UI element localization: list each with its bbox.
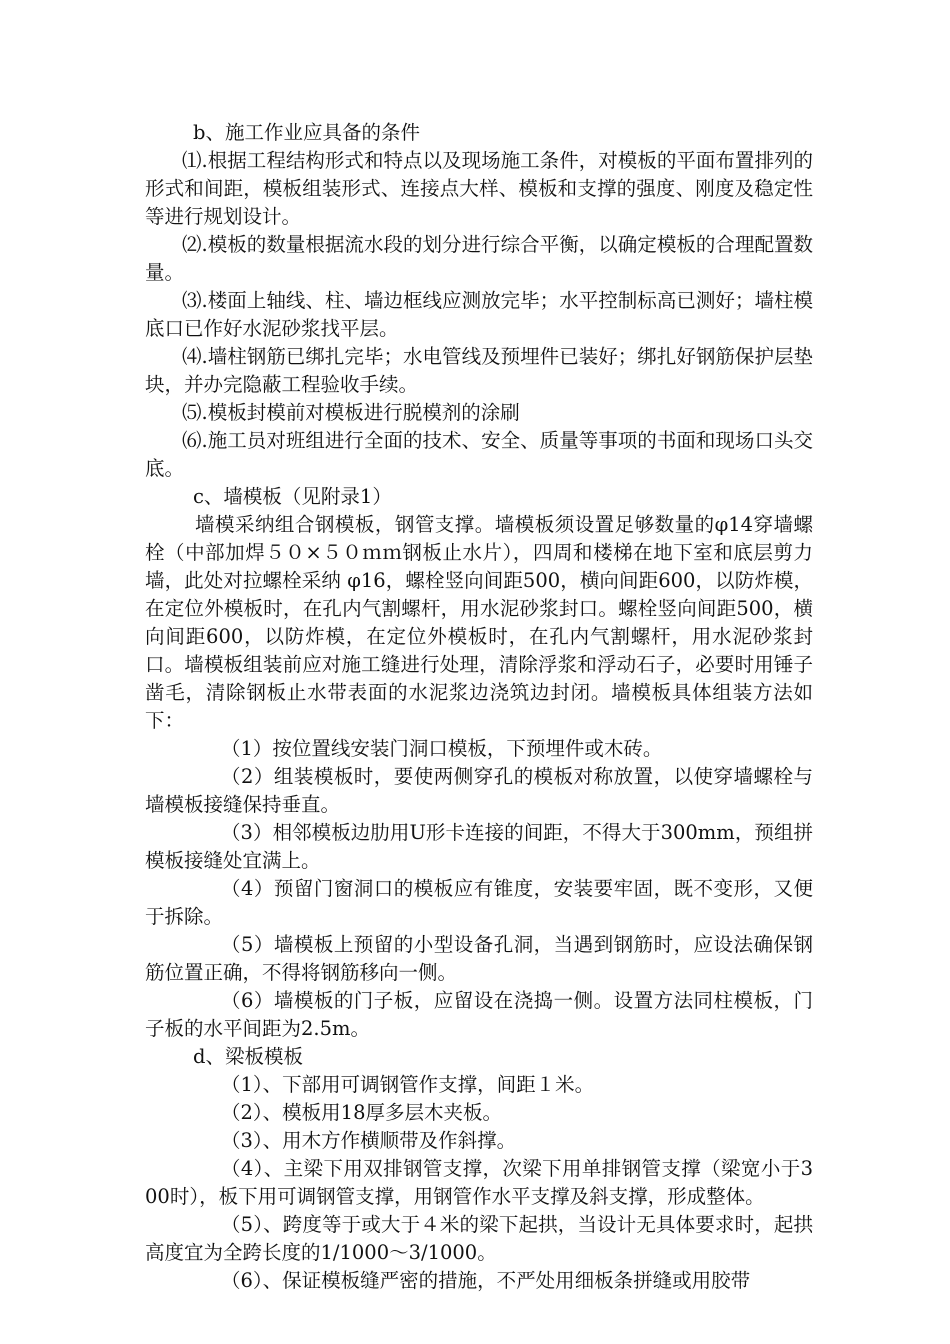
section-d-item-1: （1）、下部用可调钢管作支撑，间距１米。 [221,1073,595,1096]
section-c-item-2: （2）组装模板时，要使两侧穿孔的模板对称放置，以使穿墙螺栓与墙模板接缝保持垂直。 [145,765,813,816]
section-b-item-6: ⑹.施工员对班组进行全面的技术、安全、质量等事项的书面和现场口头交底。 [145,429,813,480]
section-d-heading: d、梁板模板 [193,1045,303,1068]
section-c-item-6: （6）墙模板的门子板，应留设在浇捣一侧。设置方法同柱模板，门子板的水平间距为2.5m。 [145,989,813,1040]
section-b-item-5: ⑸.模板封模前对模板进行脱模剂的涂刷 [182,401,520,424]
section-b-item-1: ⑴.根据工程结构形式和特点以及现场施工条件，对模板的平面布置排列的形式和间距，模板组装形式、连接点大样、模板和支撑的强度、刚度及稳定性等进行规划设计。 [145,149,813,228]
section-b-heading: b、施工作业应具备的条件 [193,121,420,144]
section-b-item-2: ⑵.模板的数量根据流水段的划分进行综合平衡，以确定模板的合理配置数量。 [145,233,813,284]
section-d-item-3: （3）、用木方作横顺带及作斜撑。 [221,1129,517,1152]
section-d-item-6: （6）、保证模板缝严密的措施，不严处用细板条拼缝或用胶带 [221,1269,751,1292]
section-c-item-5: （5）墙模板上预留的小型设备孔洞，当遇到钢筋时，应设法确保钢筋位置正确，不得将钢筋移向一侧。 [145,933,813,984]
section-c-item-1: （1）按位置线安装门洞口模板，下预埋件或木砖。 [221,737,663,760]
section-d-item-5: （5）、跨度等于或大于４米的梁下起拱，当设计无具体要求时，起拱高度宜为全跨长度的1/1000～3/1000。 [145,1213,813,1264]
section-c-item-3: （3）相邻模板边肋用U形卡连接的间距，不得大于300mm，预组拼模板接缝处宜满上。 [145,821,813,872]
section-b-item-3: ⑶.楼面上轴线、柱、墙边框线应测放完毕；水平控制标高已测好；墙柱模底口已作好水泥砂浆找平层。 [145,289,813,340]
section-c-heading: c、墙模板（见附录1） [193,485,392,508]
document-body [145,119,813,1295]
section-d-item-4: （4）、主梁下用双排钢管支撑，次梁下用单排钢管支撑（梁宽小于300时），板下用可调钢管支撑，用钢管作水平支撑及斜支撑，形成整体。 [145,1157,813,1208]
section-c-paragraph: 墙模采纳组合钢模板，钢管支撑。墙模板须设置足够数量的φ14穿墙螺栓（中部加焊５０×５０ｍｍ钢板止水片），四周和楼梯在地下室和底层剪力墙，此处对拉螺栓采纳 φ16，螺栓竖向间距500，横向间距600，以防炸模，在定位外模板时，在孔内气割螺杆，用水泥砂浆封口。螺栓竖向间距500，横向间距600，以防炸模，在定位外模板时，在孔内气割螺杆，用水泥砂浆封口。墙模板组装前应对施工缝进行处理，清除浮浆和浮动石子，必要时用锤子凿毛，清除钢板止水带表面的水泥浆边浇筑边封闭。墙模板具体组装方法如下： [145,513,813,732]
section-c-item-4: （4）预留门窗洞口的模板应有锥度，安装要牢固，既不变形，又便于拆除。 [145,877,813,928]
section-d-item-2: （2）、模板用18厚多层木夹板。 [221,1101,502,1124]
section-b-item-4: ⑷.墙柱钢筋已绑扎完毕；水电管线及预埋件已装好；绑扎好钢筋保护层垫块，并办完隐蔽工程验收手续。 [145,345,813,396]
